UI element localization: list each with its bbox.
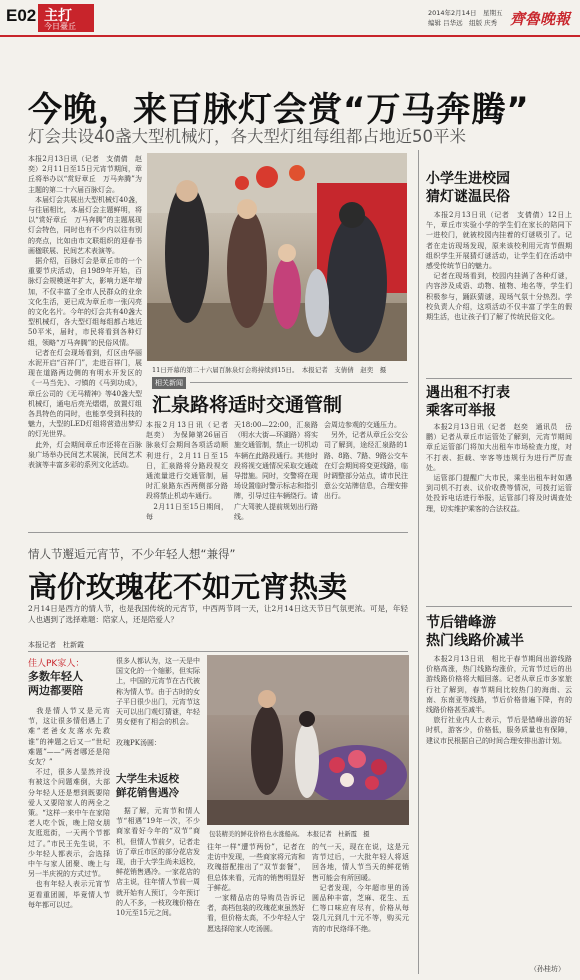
related-news-rule xyxy=(190,382,408,383)
rose-byline-rule xyxy=(28,651,408,652)
sidebar-rule-1 xyxy=(426,378,572,379)
rose-kicker: 情人节邂逅元宵节，不少年轻人想“兼得” xyxy=(28,547,236,561)
related-news-col3: 会周边参观的交通压力。 另外，记者从章丘公交公司了解到，途经汇泉路的1路、8路、7路、9路公交车在灯会期间将变更线路，临时调整部分站点，请市民注意公交站牌信息，合理安排出行。 xyxy=(324,421,408,501)
page-number: E02 xyxy=(6,6,37,25)
rose-col4: 的气一天，现在在说，这是元宵节过后，一大批年轻人将返回各地，情人节当天的鲜花销售可能会有所回暖。 记者发现，今年超市里的汤圆品种丰富，芝麻、花生、五仁等口味应有尽有，价格从每袋几元到几十元不等，购买元宵的市民络绎不绝。 xyxy=(312,843,409,933)
section-title: 主打 xyxy=(44,8,72,24)
sidebar-rule-2 xyxy=(426,606,572,607)
lead-subhead: 灯会共设40盏大型机械灯，各大型灯组每组都占地近50平米 xyxy=(28,127,466,146)
issue-date: 2014年2月14日 星期五 xyxy=(428,9,503,17)
editor-credits: 编辑 吕华远 组版 庆秀 xyxy=(428,19,498,27)
sidebar-story-1-title: 小学生进校园 猜灯谜温民俗 xyxy=(426,171,510,205)
lead-photo-caption: 11日开幕的第二十六届百脉泉灯会将持续到15日。 本报记者 支倩倩 赵奕 摄 xyxy=(152,366,387,374)
related-news-tag: 相关新闻 xyxy=(152,377,186,389)
related-news-col1: 本报2月13日讯（记者 赵奕） 为保障第26届百脉泉灯会期间各项活动顺利进行，2月11日至15日，汇泉路将分路段视交通流量进行交通管制，届时汇泉路东西两侧部分路段将禁止机动车通行。 2月11日至15日期间，每 xyxy=(146,421,228,521)
sidebar-story-1-body: 本报2月13日讯（记者 支倩倩）12日上午，章丘市实验小学的学生们在家长的陪同下一进校门，就被校园内挂着的灯谜吸引了。记者在走访现场发现，原来该校利用元宵节假期组织学生开展猜灯谜活动，让学生们在活动中感受传统节日的魅力。 记者在现场看到，校园内挂满了各种灯谜，内容涉及成语、动物、植物、地名等，学生们积极参与，踊跃猜谜，现场气氛十分热烈。学校负责人介绍，这项活动不仅丰富了学生的假期生活，也让孩子们了解了传统民俗文化。 xyxy=(426,211,572,322)
lantern-crowd-illustration xyxy=(147,153,407,361)
lead-bottom-rule xyxy=(28,532,408,533)
flower-shop-photo xyxy=(207,655,409,825)
sidebar-story-3-byline: （孙桂坊） xyxy=(530,965,565,973)
section-badge xyxy=(38,4,94,32)
rose-col2b: 据了解，元宵节和情人节“相遇”19年一次，不少商家看好今年的“双节”商机，但情人节前夕，记者走访了章丘市区的部分花店发现，由于大学生尚未返校，鲜花销售遇冷。一家花店的店主说，往年情人节前一周就开始有人预订，今年预订的人不多，一枝玫瑰价格在10元至15元之间。 xyxy=(116,807,200,918)
sidebar-story-2-body: 本报2月13日讯（记者 赵奕 通讯员 岳鹏）记者从章丘市运管处了解到，元宵节期间章丘运管部门将加大出租车市场检查力度，对不打表、拒载、宰客等违规行为进行严厉查处。 运管部门提醒广大市民，乘坐出租车时如遇到司机不打表、议价收费等情况，可拨打运管处投诉电话进行举报，运管部门将及时调查处理，切实维护乘客的合法权益。 xyxy=(426,423,572,513)
rose-subsection-1: 佳人PK家人： xyxy=(28,659,85,669)
rose-subsection-2-title: 大学生未返校 鲜花销售遇冷 xyxy=(116,773,179,799)
rose-col3: 往年一样“遭节两份”，记者在走访中发现，一些商家将元宵和玫瑰搭配推出了“双节套餐”，但总体来看，元宵的销售明显好于鲜花。 一家精品店的导购员告诉记者，高档包装的玫瑰花束虽然好看，但价格太高，不少年轻人宁愿选择陪家人吃汤圆。 xyxy=(207,843,305,933)
section-subtitle: 今日臺丘 xyxy=(44,22,76,31)
newspaper-logo: 齊魯晚報 xyxy=(510,10,571,28)
lead-headline: 今晚，来百脉灯会赏“万马奔腾” xyxy=(28,90,530,130)
sidebar-story-2-title: 遇出租不打表 乘客可举报 xyxy=(426,385,510,419)
rose-col2: 很多人都认为，这一天是中国文化的一个缩影，但实际上，中国的元宵节在古代被称为情人节。由于古时的女子平日很少出门，元宵节这天可以出门观灯猜谜，年轻男女便有了相会的机会。 玫瑰PK汤圆： xyxy=(116,657,200,747)
rose-photo-caption: 包装精美的鲜花价格也水涨船高。 本报记者 杜新霞 摄 xyxy=(209,831,370,838)
header-rule xyxy=(0,35,580,37)
page-header xyxy=(0,0,580,36)
lantern-festival-photo xyxy=(147,153,407,361)
sidebar-story-3-body: 本报2月13日讯 相比于春节期间出游线路价格高涨，热门线路均涨价，元宵节过后的出游线路价格将大幅回落。记者从章丘市多家旅行社了解到，春节期间比较热门的海南、云南、东南亚等线路，节后价格普遍下降，有的线路价格甚至减半。 旅行社业内人士表示，节后是错峰出游的好时机，游客少，价格低，服务质量也有保障，建议市民根据自己的时间合理安排出游计划。 xyxy=(426,655,572,745)
lead-body: 本报2月13日讯（记者 支倩倩 赵奕）2月11日至15日元宵节期间，章丘将举办以“赏好章丘 万马奔腾”为主题的第二十六届百脉灯会。 本届灯会共展出大型机械灯40盏，与往届相比，本届灯会主题鲜明，将以“赏好章丘 万马奔腾”的主题展现灯会特色，同时也有不少内以往有别的亮点，比如由市文联组织的迎春书画楹联展、民间艺术表演等。 据介绍，百脉灯会是章丘市的一个重要节庆活动，自1989年开始，百脉灯会规模逐年扩大，影响力逐年增加，不仅丰富了全市人民群众的业余文化生活，更已成为章丘市一张闪亮的文化名片。今年的灯会共有40盏大型机械灯，各大型灯组每组都占地近50平米，届时，市民将看到各种灯组，领略“万马奔腾”的民俗风情。 记者在灯会现场看到，灯区由华丽水泥开启“百祥门”，走进百祥门，展现在道路两边侧的有明水开发区的《一马当先》、刁镇的《马到功成》，章丘公司的《无马精神》等40盏大型机械灯，通电后亮光熠熠，放置灯组各具特色的同时，也能享受到科技的魅力，大型的LED灯组将营造出梦幻的灯光世界。 此外，灯会期间章丘市还将在百脉泉广场举办民间艺术展演，民间艺术表演等丰富多彩的系列文化活动。 xyxy=(28,155,142,470)
sidebar-divider xyxy=(418,150,419,974)
rose-headline: 高价玫瑰花不如元宵热卖 xyxy=(28,570,348,604)
related-news-headline: 汇泉路将适时交通管制 xyxy=(152,394,343,416)
rose-col1: 我是情人节又是元宵节，这让很多情侣遇上了难“老爸女友落水先救谁”的神题之后又一“世纪难题”——“两者哪还是陪女友？” 不过，很多人显然并没有被这个问题难倒，大部分年轻人还是想到既要陪爱人又要陪家人的两全之策。“这样一来中午在家陪老人吃个饭，晚上陪女朋友逛逛街，一天两个节都过了。”市民王先生说，不少年轻人都表示，会选择中午与家人团聚、晚上与另一半庆祝的方式过节。 也有年轻人表示元宵节更看重团圆，毕竟情人节每年都可以过。 xyxy=(28,707,110,909)
sidebar-story-3-title: 节后错峰游 热门线路价减半 xyxy=(426,615,524,649)
related-news-col2: 天18:00—22:00，汇泉路（明水大街—环湖路）将实施交通管制，禁止一切机动车辆在此路段通行。其他时段将视交通情况采取交通疏导措施。同时，交警将在现场设置临时警示标志和指引牌，引导过往车辆绕行。请广大驾驶人提前规划出行路线。 xyxy=(234,421,318,521)
flower-stall-illustration xyxy=(207,655,409,825)
rose-subsection-1-title: 多数年轻人 两边都要陪 xyxy=(28,670,83,697)
rose-byline: 本报记者 杜新霞 xyxy=(28,641,84,649)
rose-intro: 2月14日是西方的情人节，也是我国传统的元宵节，中西两节同一天，让2月14日这天节日气氛更浓。可是，年轻人也遇到了选择难题：陪家人，还是陪爱人？ xyxy=(28,604,408,624)
